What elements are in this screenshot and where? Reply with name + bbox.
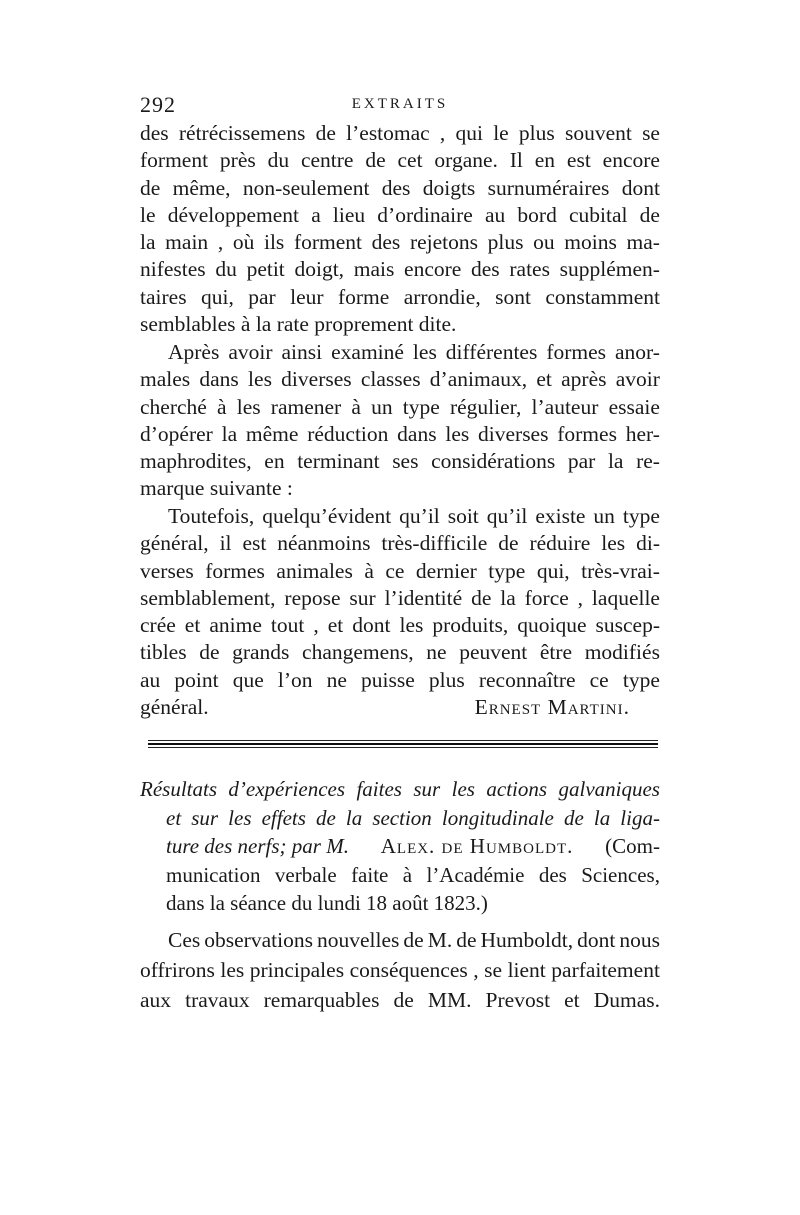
word: de xyxy=(315,121,336,145)
word: changemens, xyxy=(302,640,414,665)
text-line xyxy=(140,147,660,174)
word: observations xyxy=(204,928,313,952)
last-word: général. xyxy=(140,695,209,720)
word: offrirons xyxy=(140,958,215,982)
section-divider xyxy=(148,740,658,748)
word: di- xyxy=(636,531,660,556)
word: près xyxy=(219,148,256,173)
word: la xyxy=(140,230,156,255)
word: actions xyxy=(486,777,548,801)
text-line: semblables à la rate proprement dite. xyxy=(140,312,457,337)
page-header xyxy=(140,92,660,120)
text-line xyxy=(140,558,660,585)
word: anor- xyxy=(615,340,660,364)
word: en xyxy=(534,148,556,173)
word: après xyxy=(561,367,607,392)
word: Résultats xyxy=(140,777,217,801)
word: animales xyxy=(276,558,353,583)
author-signature: Ernest Martini. xyxy=(474,695,630,720)
word: , xyxy=(439,121,446,145)
word: males xyxy=(140,367,191,392)
word: conséquences xyxy=(349,958,468,982)
word: au xyxy=(484,202,506,227)
word: et xyxy=(327,613,344,638)
word: en xyxy=(264,449,285,474)
word: surnuméraires xyxy=(487,175,610,200)
text-line xyxy=(140,503,660,530)
word: sur xyxy=(413,777,441,801)
text-line xyxy=(140,925,660,955)
word: ma- xyxy=(626,230,660,255)
word: dernier xyxy=(415,558,477,583)
word: classes xyxy=(360,367,421,392)
word: forment xyxy=(293,230,362,255)
word: moins xyxy=(564,230,617,255)
word: diverses xyxy=(478,421,549,446)
divider-rule xyxy=(148,740,658,741)
word: général, xyxy=(140,531,209,556)
word: reconnaître xyxy=(478,667,576,692)
word: avoir xyxy=(615,367,660,392)
word: les xyxy=(399,613,424,638)
word: formes xyxy=(546,340,607,364)
text-line xyxy=(140,366,660,393)
word: dont xyxy=(577,928,616,952)
word: bord xyxy=(517,202,557,227)
word: soit xyxy=(447,504,479,528)
word: aux xyxy=(140,988,172,1012)
paragraph-continuation xyxy=(140,120,660,338)
word: suscep- xyxy=(595,613,660,638)
title-author: Alex. de Humboldt. xyxy=(380,834,574,858)
word: de xyxy=(498,531,519,556)
word: l’estomac xyxy=(346,121,430,145)
word: réduction xyxy=(307,421,389,446)
text-line xyxy=(140,448,660,475)
text-line xyxy=(140,585,660,612)
text-line xyxy=(140,256,660,283)
text-line xyxy=(140,339,660,366)
text-line: marque suivante : xyxy=(140,476,293,501)
signature-line xyxy=(140,694,660,721)
word: de xyxy=(471,585,492,610)
word: effets xyxy=(261,805,306,830)
word: re- xyxy=(636,449,660,474)
text-line xyxy=(140,530,660,557)
text-line xyxy=(140,394,660,421)
divider-rule xyxy=(148,743,658,745)
word: ne xyxy=(326,667,347,692)
word: doigt, xyxy=(294,257,345,282)
word: terminant xyxy=(297,449,380,474)
word: des xyxy=(140,121,169,145)
word: plus xyxy=(428,667,465,692)
word: munication xyxy=(166,862,261,887)
word: qu’il xyxy=(486,504,528,528)
word: lient xyxy=(507,958,546,982)
text-line xyxy=(140,612,660,639)
word: rates xyxy=(509,257,550,282)
word: lieu xyxy=(332,202,366,227)
word: ce xyxy=(385,558,405,583)
word: l’on xyxy=(277,667,313,692)
word: et xyxy=(166,805,182,830)
word: différentes xyxy=(445,340,538,364)
word: ils xyxy=(263,230,285,255)
word: du xyxy=(215,257,237,282)
word: Toutefois, xyxy=(168,504,255,528)
word: se xyxy=(642,121,660,145)
word: de xyxy=(393,988,414,1012)
word: la xyxy=(607,449,624,474)
word: sont xyxy=(495,284,531,309)
word: centre xyxy=(300,148,354,173)
word: verses xyxy=(140,558,194,583)
word: faite xyxy=(351,862,389,887)
word: , xyxy=(313,613,319,638)
word: la xyxy=(221,421,238,446)
title-line: dans la séance du lundi 18 août 1823.) xyxy=(166,891,488,915)
word: constamment xyxy=(545,284,660,309)
word: ramener xyxy=(270,394,342,419)
word: être xyxy=(539,640,573,665)
word: par xyxy=(248,284,276,309)
word: Ces xyxy=(168,928,201,952)
word: rétrécissemens xyxy=(178,121,306,145)
word: Sciences, xyxy=(581,862,660,887)
word: existe xyxy=(535,504,586,528)
word: formes xyxy=(557,421,617,446)
word: examiné xyxy=(331,340,404,364)
word: maphrodites, xyxy=(140,449,252,474)
word: nouvelles xyxy=(316,928,400,952)
word: les xyxy=(601,531,626,556)
title-italic-part: ture des nerfs; par M. xyxy=(166,834,349,858)
paragraph-quotation xyxy=(140,503,660,721)
word: diverses xyxy=(281,367,352,392)
word: d’ordinaire xyxy=(377,202,473,227)
title-line xyxy=(140,861,660,890)
word: ne xyxy=(426,640,447,665)
word: forment xyxy=(140,148,209,173)
word: anime xyxy=(209,613,262,638)
word: dans xyxy=(199,367,239,392)
word: et xyxy=(536,367,552,392)
word: parfaitement xyxy=(551,958,660,982)
word: les xyxy=(412,340,437,364)
word: l’Académie xyxy=(426,862,525,887)
word: tout xyxy=(270,613,305,638)
word: Après xyxy=(168,340,220,364)
word: les xyxy=(451,777,475,801)
word: cubital xyxy=(569,202,628,227)
word: ce xyxy=(589,667,609,692)
word: , xyxy=(473,958,479,982)
word: travaux xyxy=(185,988,250,1012)
divider-rule xyxy=(148,747,658,748)
title-line xyxy=(140,832,660,861)
word: qui, xyxy=(200,284,234,309)
word: dont xyxy=(621,175,660,200)
word: avoir xyxy=(228,340,273,364)
word: puisse xyxy=(361,667,415,692)
word: leur xyxy=(290,284,324,309)
word: très-vrai- xyxy=(581,558,660,583)
word: un xyxy=(593,504,615,528)
text-line xyxy=(140,639,660,666)
word: les xyxy=(236,394,261,419)
word: M. xyxy=(427,928,453,952)
word: force xyxy=(524,585,569,610)
word: le xyxy=(140,202,156,227)
word: de xyxy=(403,928,424,952)
word: point xyxy=(174,667,219,692)
word: des xyxy=(371,230,401,255)
article-title xyxy=(140,775,660,918)
word: remarquables xyxy=(263,988,380,1012)
word: MM. xyxy=(427,988,472,1012)
word: du xyxy=(267,148,290,173)
word: type xyxy=(622,667,660,692)
text-line xyxy=(140,985,660,1015)
word: liga- xyxy=(620,805,660,830)
word: la xyxy=(345,805,363,830)
word: d’opérer xyxy=(140,421,213,446)
word: semblablement, xyxy=(140,585,276,610)
word: régulier, xyxy=(449,394,522,419)
page-number: 292 xyxy=(140,92,176,117)
word: très-difficile xyxy=(381,531,488,556)
word: Humboldt, xyxy=(480,928,574,952)
word: à xyxy=(351,394,361,419)
word: l’identité xyxy=(384,585,463,610)
word: plus xyxy=(518,121,555,145)
word: , xyxy=(217,230,224,255)
title-line xyxy=(140,775,660,804)
word: faites xyxy=(356,777,402,801)
word: d’animaux, xyxy=(429,367,528,392)
word: produits, xyxy=(432,613,509,638)
word: à xyxy=(364,558,374,583)
word: main xyxy=(165,230,209,255)
title-rest: (Com- xyxy=(605,834,660,858)
word: qu’il xyxy=(399,504,440,528)
word: l’auteur xyxy=(531,394,599,419)
word: de xyxy=(315,805,336,830)
word: de xyxy=(199,640,220,665)
text-line xyxy=(140,175,660,202)
word: plus xyxy=(487,230,524,255)
word: galvaniques xyxy=(558,777,660,801)
word: encore xyxy=(404,257,462,282)
word: tibles xyxy=(140,640,187,665)
word: mais xyxy=(353,257,395,282)
word: ainsi xyxy=(281,340,323,364)
word: et xyxy=(564,988,580,1012)
word: non-seulement xyxy=(242,175,370,200)
word: verbale xyxy=(274,862,337,887)
word: réduire xyxy=(529,531,591,556)
word: que xyxy=(232,667,264,692)
word: de xyxy=(365,148,386,173)
word: de xyxy=(140,175,161,200)
word: grands xyxy=(232,640,290,665)
word: des xyxy=(471,257,500,282)
word: le xyxy=(493,121,509,145)
word: des xyxy=(538,862,567,887)
word: par xyxy=(567,449,596,474)
word: quoique xyxy=(517,613,587,638)
word: considérations xyxy=(431,449,556,474)
word: a xyxy=(311,202,321,227)
word: organe. xyxy=(434,148,498,173)
word: type xyxy=(488,558,526,583)
word: petit xyxy=(246,257,285,282)
word: principales xyxy=(249,958,345,982)
word: qui, xyxy=(536,558,570,583)
word: il xyxy=(219,531,232,556)
word: la xyxy=(593,805,611,830)
word: doigts xyxy=(422,175,476,200)
text-line xyxy=(140,284,660,311)
word: la xyxy=(500,585,516,610)
text-line xyxy=(140,421,660,448)
word: longitudinale xyxy=(441,805,554,830)
word: nifestes xyxy=(140,257,206,282)
word: les xyxy=(228,805,252,830)
word: dont xyxy=(352,613,391,638)
word: un xyxy=(371,394,393,419)
word: peuvent xyxy=(459,640,528,665)
word: les xyxy=(445,421,470,446)
word: néanmoins xyxy=(277,531,371,556)
word: de xyxy=(456,928,477,952)
paragraph-summary xyxy=(140,339,660,503)
word: supplémen- xyxy=(559,257,660,282)
word: quelqu’évident xyxy=(262,504,392,528)
word: forme xyxy=(337,284,390,309)
word: rejetons xyxy=(409,230,479,255)
word: her- xyxy=(625,421,660,446)
word: repose xyxy=(284,585,341,610)
word: cherché xyxy=(140,394,207,419)
word: encore xyxy=(602,148,660,173)
word: crée xyxy=(140,613,176,638)
word: Dumas. xyxy=(593,988,660,1012)
word: cet xyxy=(397,148,423,173)
text-line xyxy=(140,229,660,256)
word: ses xyxy=(392,449,419,474)
text-line xyxy=(140,667,660,694)
word: laquelle xyxy=(591,585,660,610)
text-line xyxy=(140,955,660,985)
word: de xyxy=(563,805,584,830)
text-line xyxy=(140,202,660,229)
word: arrondie, xyxy=(403,284,481,309)
word: même, xyxy=(172,175,231,200)
word: où xyxy=(232,230,255,255)
word: type xyxy=(402,394,440,419)
word: formes xyxy=(205,558,265,583)
paragraph-article-opening xyxy=(140,925,660,1015)
word: les xyxy=(220,958,245,982)
word: essaie xyxy=(608,394,660,419)
word: taires xyxy=(140,284,187,309)
word: , xyxy=(577,585,584,610)
word: modifiés xyxy=(584,640,660,665)
word: même xyxy=(245,421,299,446)
word: Prevost xyxy=(485,988,551,1012)
word: souvent xyxy=(564,121,632,145)
word: et xyxy=(184,613,201,638)
word: développement xyxy=(167,202,300,227)
word: sur xyxy=(191,805,219,830)
word: type xyxy=(622,504,660,528)
word: section xyxy=(372,805,432,830)
word: Il xyxy=(509,148,523,173)
word: ou xyxy=(533,230,555,255)
title-line xyxy=(140,804,660,833)
running-head: EXTRAITS xyxy=(351,96,449,112)
word: au xyxy=(140,667,161,692)
word: à xyxy=(402,862,413,887)
word: est xyxy=(566,148,591,173)
word: de xyxy=(639,202,660,227)
word: sur xyxy=(349,585,376,610)
word: dans xyxy=(397,421,437,446)
word: les xyxy=(248,367,272,392)
word: des xyxy=(381,175,411,200)
word: à xyxy=(217,394,227,419)
word: se xyxy=(484,958,503,982)
word: est xyxy=(242,531,267,556)
word: d’expériences xyxy=(228,777,346,801)
word: nous xyxy=(619,928,660,952)
text-line xyxy=(140,120,660,147)
word: qui xyxy=(455,121,483,145)
